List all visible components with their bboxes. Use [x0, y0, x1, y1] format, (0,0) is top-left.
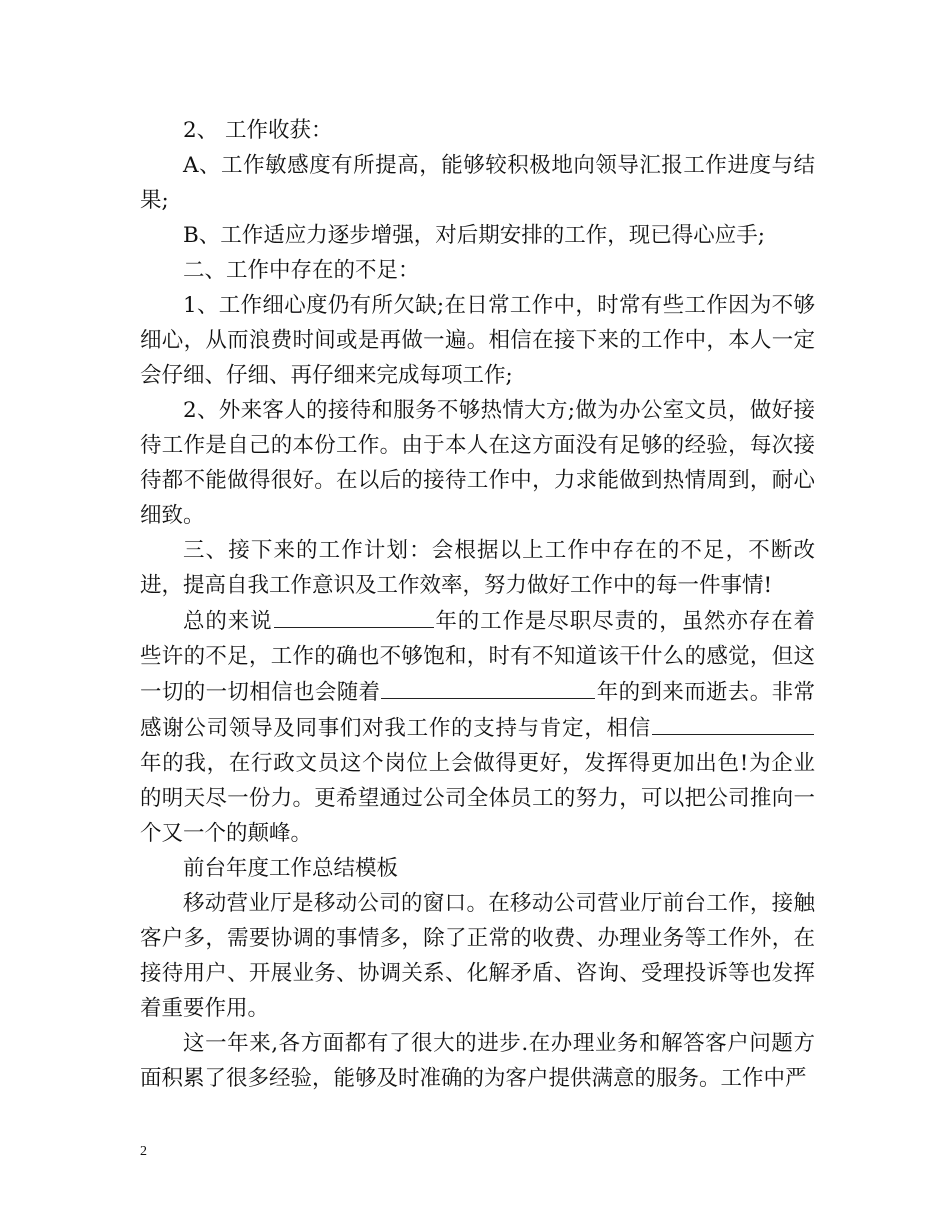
paragraph-year-progress: 这一年来,各方面都有了很大的进步.在办理业务和解答客户问题方面积累了很多经验，能够及时准确的为客户提供满意的服务。工作中严: [140, 1031, 815, 1091]
page-number: 2: [140, 1144, 147, 1159]
paragraph-gain-b: B、工作适应力逐步增强，对后期安排的工作，现已得心应手;: [183, 223, 766, 248]
paragraph-shortcoming-1: 1、工作细心度仍有所欠缺;在日常工作中，时常有些工作因为不够细心，从而浪费时间或是再做一遍。相信在接下来的工作中，本人一定会仔细、仔细、再仔细来完成每项工作;: [140, 293, 815, 388]
paragraph-shortcomings-heading: 二、工作中存在的不足：: [183, 258, 420, 283]
year-blank-1: [274, 603, 434, 628]
paragraph-front-desk-intro: 移动营业厅是移动公司的窗口。在移动公司营业厅前台工作，接触客户多，需要协调的事情多，除了正常的收费、办理业务等工作外，在接待用户、开展业务、协调关系、化解矛盾、咨询、受理投诉等也发挥着重要作用。: [140, 891, 815, 1021]
year-blank-3: [652, 710, 814, 735]
paragraph-summary: [140, 603, 815, 851]
summary-text-4: 年的我，在行政文员这个岗位上会做得更好，发挥得更加出色!为企业的明天尽一份力。更希望通过公司全体员工的努力，可以把公司推向一个又一个的颠峰。: [140, 751, 815, 846]
document-body: [140, 113, 815, 1096]
summary-text-1: 总的来说: [183, 609, 273, 634]
section-title: 前台年度工作总结模板: [183, 856, 399, 881]
paragraph-work-gains-heading: 2、 工作收获：: [183, 118, 333, 143]
year-blank-2: [381, 674, 595, 699]
summary-text-3: 年的到来而逝去。非常感谢公司领导及同事们对我工作的支持与肯定，相信: [140, 680, 815, 741]
paragraph-work-plan: 三、接下来的工作计划：会根据以上工作中存在的不足，不断改进，提高自我工作意识及工作效率，努力做好工作中的每一件事情!: [140, 538, 815, 598]
paragraph-gain-a: A、工作敏感度有所提高，能够较积极地向领导汇报工作进度与结果;: [140, 153, 815, 213]
summary-text-2: 年的工作是尽职尽责的，虽然亦存在着些许的不足，工作的确也不够饱和，时有不知道该干什么的感觉，但这一切的一切相信也会随着: [140, 609, 815, 705]
paragraph-shortcoming-2: 2、外来客人的接待和服务不够热情大方;做为办公室文员，做好接待工作是自己的本份工作。由于本人在这方面没有足够的经验，每次接待都不能做得很好。在以后的接待工作中，力求能做到热情周到，耐心细致。: [140, 398, 815, 528]
